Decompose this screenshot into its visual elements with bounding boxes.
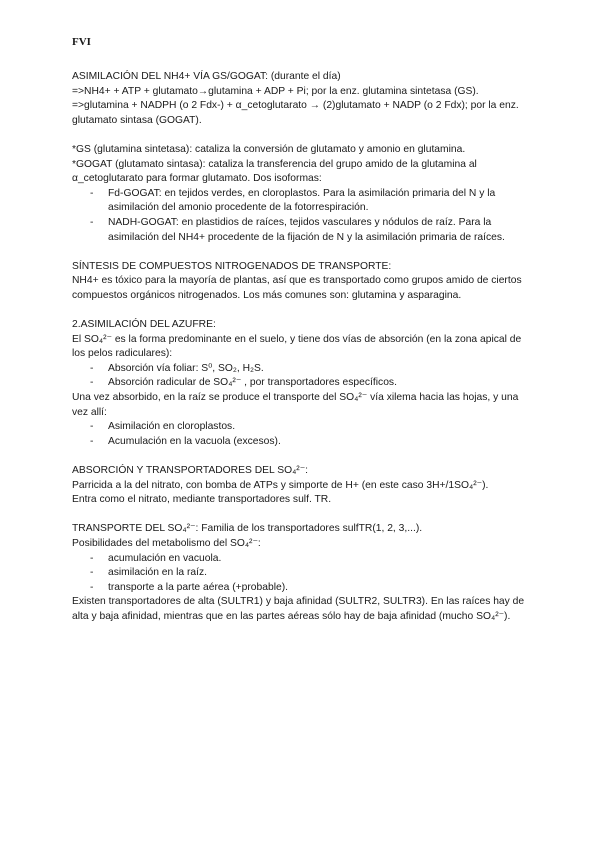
section-heading: TRANSPORTE DEL SO₄²⁻: Familia de los transportadores sulfTR(1, 2, 3,...).	[72, 523, 423, 535]
list-item: - transporte a la parte aérea (+probable).	[72, 581, 532, 596]
list-item: - Absorción vía foliar: S⁰, SO₂, H₂S.	[72, 362, 532, 377]
list-item: - Fd-GOGAT: en tejidos verdes, en cloroplastos. Para la asimilación primaria del N y la asimilación del amonio procedente de la fotorrespiración.	[72, 187, 532, 216]
fate-list	[72, 420, 532, 449]
section-transport-compounds	[72, 260, 532, 304]
list-item: - NADH-GOGAT: en plastidios de raíces, tejidos vasculares y nódulos de raíz. Para la asimilación del NH4+ procedente de la fijación de N y la asimilación primaria de raíces.	[72, 216, 532, 245]
metabolism-list	[72, 552, 532, 596]
paragraph: Una vez absorbido, en la raíz se produce el transporte del SO₄²⁻ vía xilema hacia las hojas, y una vez allí:	[72, 392, 519, 418]
gogat-definition: *GOGAT (glutamato sintasa): cataliza la transferencia del grupo amido de la glutamina al α_cetoglutarato para formar glutamato. Dos isoformas:	[72, 158, 477, 185]
list-item: - Acumulación en la vacuola (excesos).	[72, 435, 532, 450]
section-heading: 2.ASIMILACIÓN DEL AZUFRE:	[72, 319, 216, 331]
document-body	[72, 70, 532, 639]
section-sulfate-transport	[72, 522, 532, 624]
paragraph: Existen transportadores de alta (SULTR1) y baja afinidad (SULTR2, SULTR3). En las raíces hay de alta y baja afinidad, mientras que en las partes aéreas sólo hay de baja afinidad (mucho SO₄²⁻).	[72, 596, 525, 622]
list-item: - acumulación en vacuola.	[72, 552, 532, 567]
list-item: - Absorción radicular de SO₄²⁻ , por transportadores específicos.	[72, 376, 532, 391]
paragraph: Entra como el nitrato, mediante transportadores sulf. TR.	[72, 494, 332, 506]
section-sulfur-assimilation	[72, 318, 532, 449]
gs-definition: *GS (glutamina sintetasa): cataliza la conversión de glutamato y amonio en glutamina.	[72, 143, 466, 155]
paragraph: NH4+ es tóxico para la mayoría de plantas, así que es transportado como grupos amido de ciertos compuestos orgánicos nitrogenados. Los más comunes son: glutamina y asparagina.	[72, 275, 522, 301]
section-heading: SÍNTESIS DE COMPUESTOS NITROGENADOS DE TRANSPORTE:	[72, 260, 392, 272]
section-sulfate-absorption	[72, 464, 532, 508]
reaction-gs: =>NH4+ + ATP + glutamato→glutamina + ADP + Pi; por la enz. glutamina sintetasa (GS).	[72, 85, 479, 97]
section-heading: ABSORCIÓN Y TRANSPORTADORES DEL SO₄²⁻:	[72, 465, 309, 477]
section-nh4-assimilation	[72, 70, 532, 128]
list-item: - asimilación en la raíz.	[72, 566, 532, 581]
isoform-list	[72, 187, 532, 245]
reaction-gogat: =>glutamina + NADPH (o 2 Fdx-) + α_cetoglutarato → (2)glutamato + NADP (o 2 Fdx); por la enz. glutamato sintasa (GOGAT).	[72, 100, 519, 126]
paragraph: Posibilidades del metabolismo del SO₄²⁻:	[72, 538, 261, 549]
paragraph: El SO₄²⁻ es la forma predominante en el suelo, y tiene dos vías de absorción (en la zona apical de los pelos radiculares):	[72, 333, 522, 360]
paragraph: Parricida a la del nitrato, con bomba de ATPs y simporte de H+ (en este caso 3H+/1SO₄²⁻).	[72, 479, 489, 491]
section-enzymes	[72, 143, 532, 245]
section-heading: ASIMILACIÓN DEL NH4+ VÍA GS/GOGAT: (durante el día)	[72, 71, 341, 82]
absorption-list	[72, 362, 532, 391]
list-item: - Asimilación en cloroplastos.	[72, 420, 532, 435]
page-header: FVI	[72, 36, 91, 48]
